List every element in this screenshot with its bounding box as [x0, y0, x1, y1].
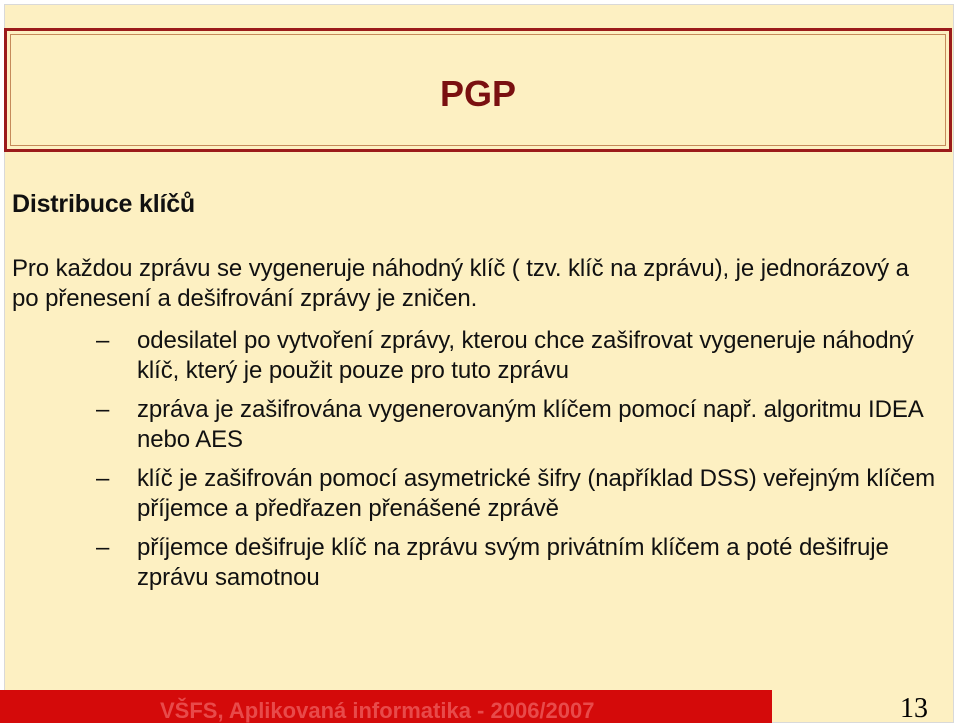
slide-title: PGP — [439, 73, 517, 114]
bullet-list — [12, 326, 947, 593]
footer-text: VŠFS, Aplikovaná informatika - 2006/2007 — [160, 698, 595, 723]
bullet-item — [12, 464, 947, 524]
slide-content — [12, 190, 947, 602]
bullet-text: zpráva je zašifrována vygenerovaným klíčem pomocí např. algoritmu IDEA nebo AES — [137, 396, 923, 453]
page-number: 13 — [900, 693, 928, 723]
bullet-text: klíč je zašifrován pomocí asymetrické šifry (například DSS) veřejným klíčem příjemce a předřazen přenášené zprávě — [137, 465, 936, 522]
bullet-dash: – — [96, 396, 110, 423]
bullet-dash: – — [96, 327, 110, 354]
bullet-text: odesilatel po vytvoření zprávy, kterou chce zašifrovat vygeneruje náhodný klíč, který je použit pouze pro tuto zprávu — [137, 327, 914, 384]
bullet-dash: – — [96, 465, 110, 492]
intro-paragraph: Pro každou zprávu se vygeneruje náhodný klíč ( tzv. klíč na zprávu), je jednorázový a po přenesení a dešifrování zprávy je zničen. — [12, 255, 909, 312]
bullet-text: příjemce dešifruje klíč na zprávu svým privátním klíčem a poté dešifruje zprávu samotnou — [137, 534, 889, 591]
bullet-dash: – — [96, 534, 110, 561]
bullet-item — [12, 533, 947, 593]
bullet-item — [12, 326, 947, 386]
section-heading: Distribuce klíčů — [12, 190, 195, 218]
title-box — [4, 28, 952, 152]
bullet-item — [12, 395, 947, 455]
